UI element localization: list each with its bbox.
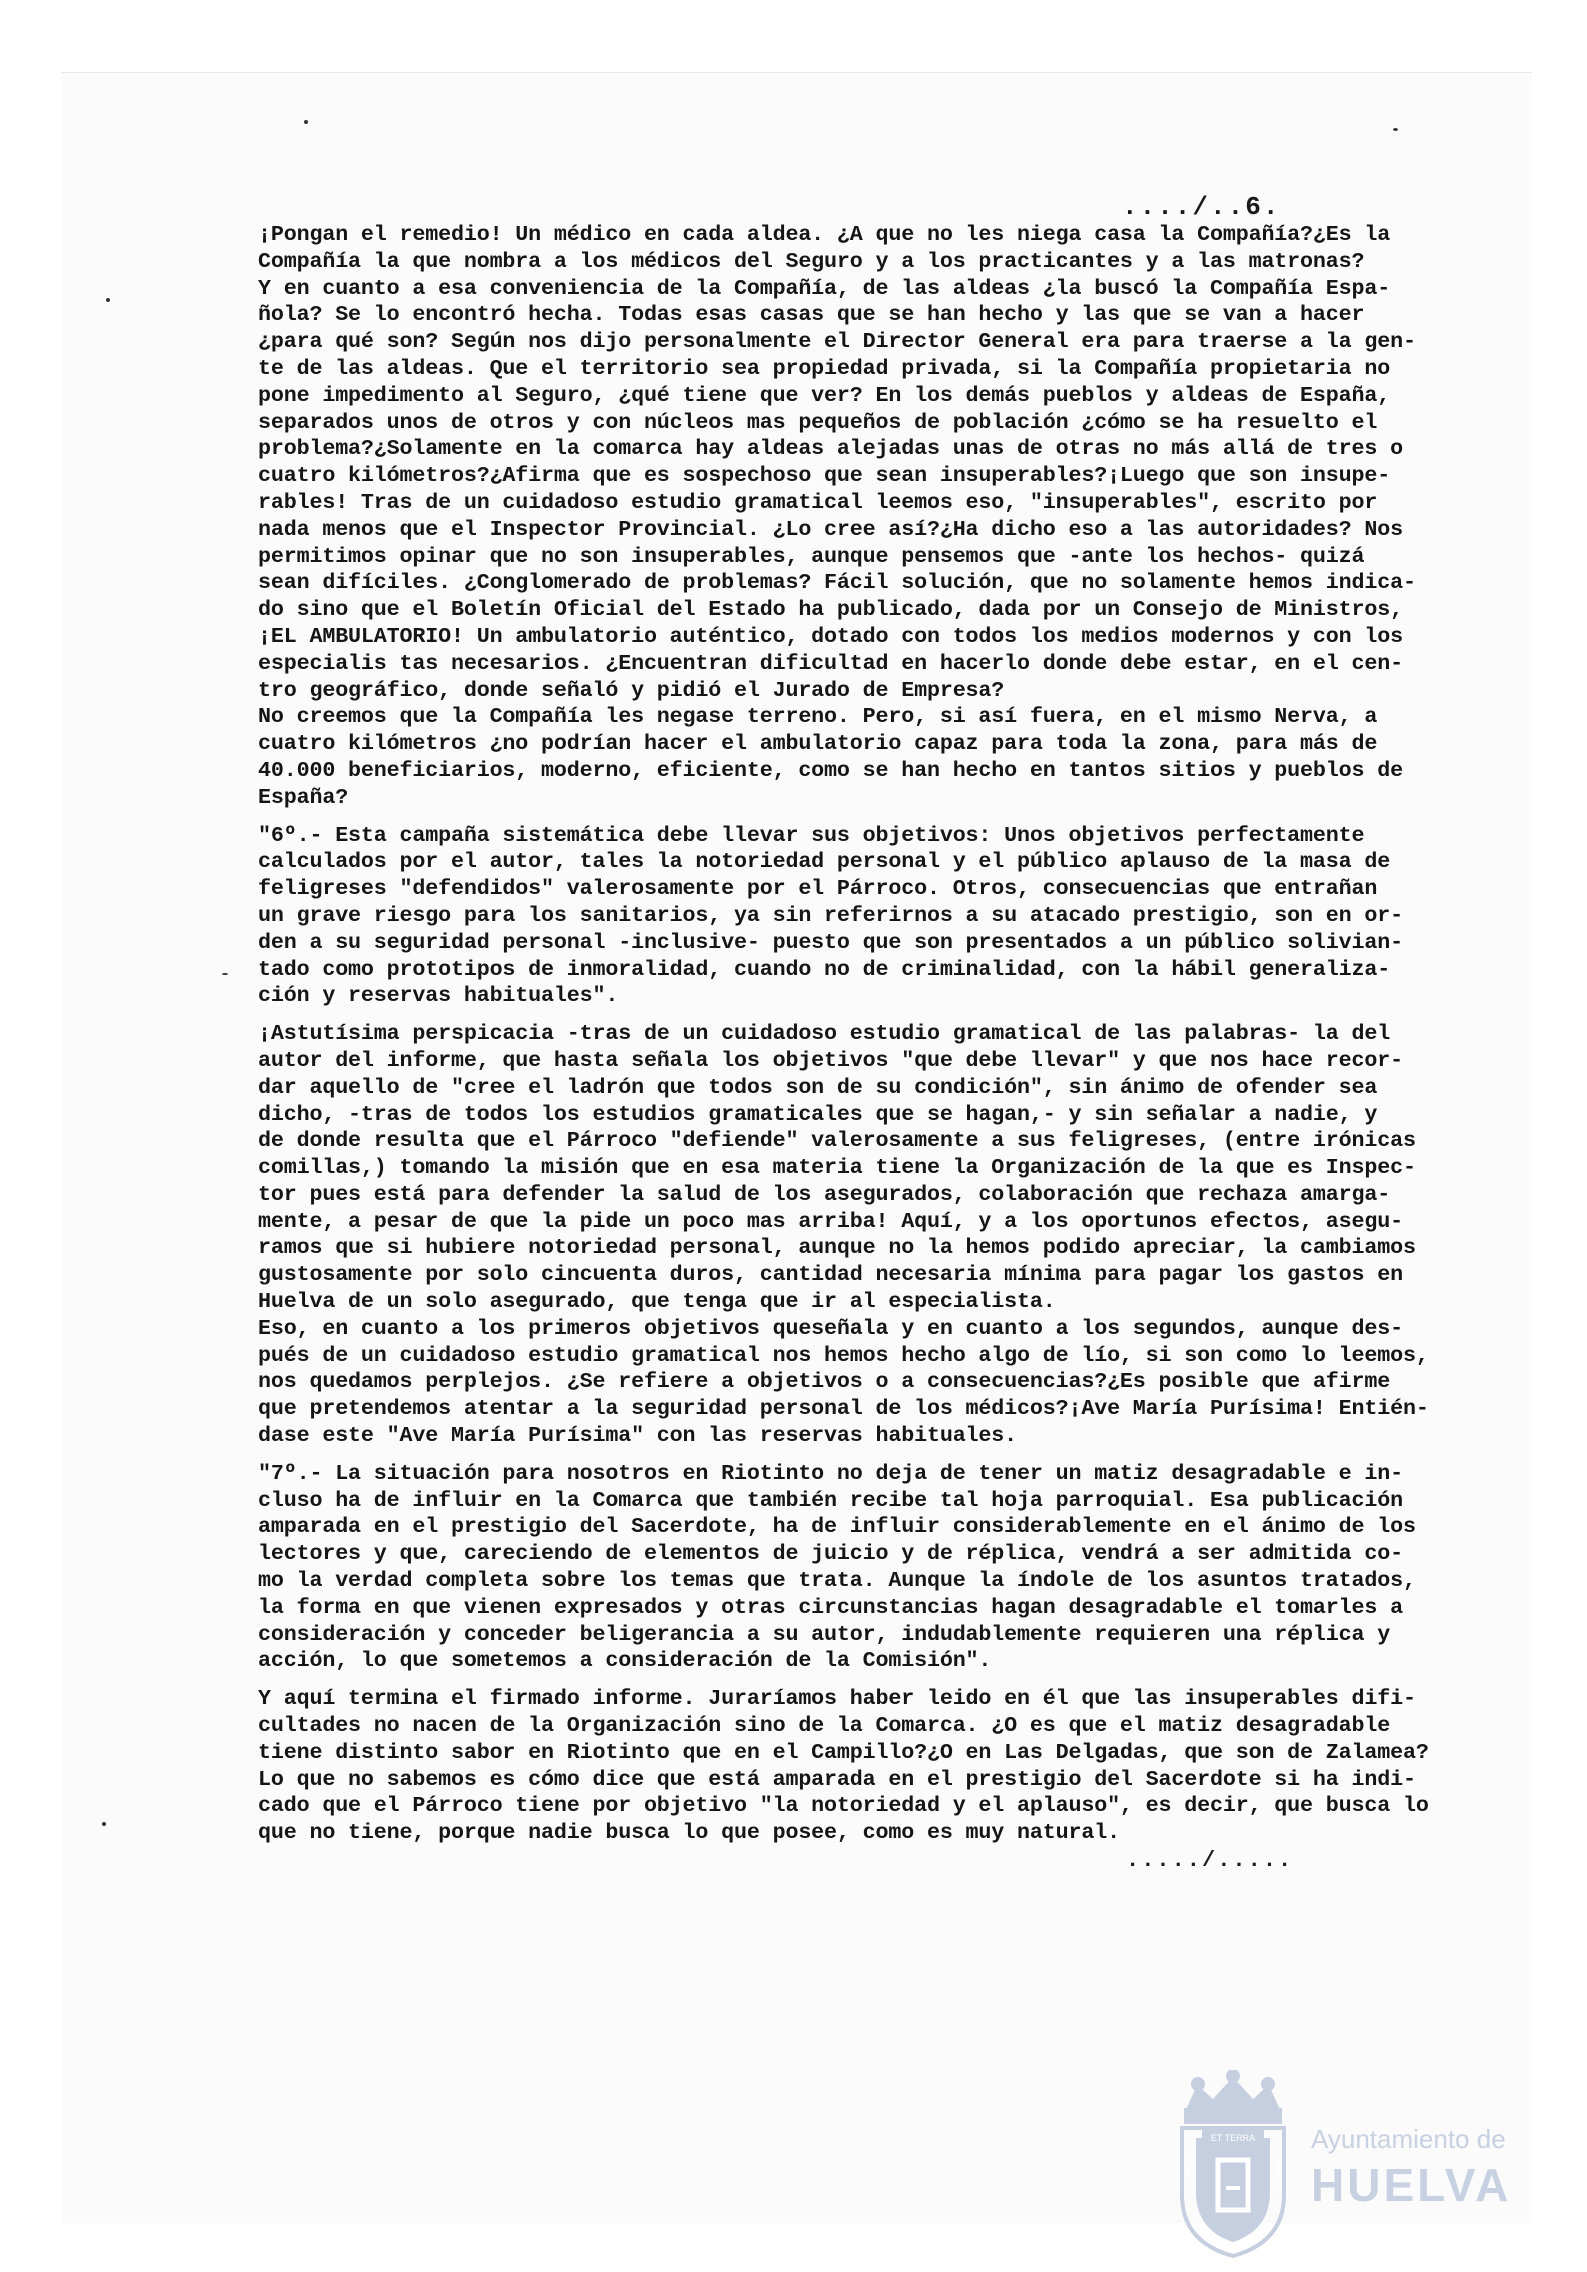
- paragraph: [258, 1461, 1438, 1675]
- shield-side-right: HUELVA: [1275, 2160, 1282, 2187]
- paragraph-gap: [258, 1010, 1438, 1021]
- text-line: comillas,) tomando la misión que en esa materia tiene la Organización de la que es Inspec-: [258, 1155, 1416, 1181]
- text-line: Y aquí termina el firmado informe. Juraríamos haber leido en él que las insuperables difi-: [258, 1686, 1416, 1712]
- text-line: ¡Pongan el remedio! Un médico en cada aldea. ¿A que no les niega casa la Compañía?¿Es la: [258, 222, 1391, 247]
- text-line: que pretendemos atentar a la seguridad personal de los médicos?¡Ave María Purísima! Entién-: [258, 1396, 1429, 1422]
- text-line: dicho, -tras de todos los estudios gramaticales que se hagan,- y sin señalar a nadie, y: [258, 1101, 1378, 1127]
- continuation-marker: ...../.....: [1126, 1848, 1294, 1873]
- watermark-line-2: HUELVA: [1311, 2159, 1512, 2211]
- text-line: ñola? Se lo encontró hecha. Todas esas casas que se han hecho y las que se van a hacer: [258, 302, 1365, 328]
- paragraph: [258, 222, 1438, 812]
- text-line: rables! Tras de un cuidadoso estudio gramatical leemos eso, "insuperables", escrito por: [258, 489, 1378, 515]
- text-line: pués de un cuidadoso estudio gramatical nos hemos hecho algo de lío, si son como lo leemos,: [258, 1342, 1429, 1368]
- text-line: den a su seguridad personal -inclusive- puesto que son presentados a un público solivian-: [258, 929, 1403, 955]
- text-line: Huelva de un solo asegurado, que tenga que ir al especialista.: [258, 1289, 1056, 1315]
- text-line: gustosamente por solo cincuenta duros, cantidad necesaria mínima para pagar los gastos en: [258, 1262, 1403, 1288]
- scan-speck: [1393, 128, 1398, 131]
- text-line: tor pues está para defender la salud de los asegurados, colaboración que rechaza amarga-: [258, 1181, 1391, 1207]
- text-line: Eso, en cuanto a los primeros objetivos queseñala y en cuanto a los segundos, aunque des-: [258, 1315, 1403, 1341]
- paragraph: [258, 1686, 1438, 1847]
- shield-ribbon: ET TERRA: [1210, 2133, 1256, 2143]
- document-body: [258, 222, 1438, 1847]
- text-line: problema?¿Solamente en la comarca hay aldeas alejadas unas de otras no más allá de tres o: [258, 436, 1403, 462]
- text-line: cluso ha de influir en la Comarca que también recibe tal hoja parroquial. Esa publicación: [258, 1487, 1403, 1513]
- text-line: ción y reservas habituales".: [258, 983, 619, 1009]
- text-line: do sino que el Boletín Oficial del Estado ha publicado, dada por un Consejo de Ministros,: [258, 597, 1403, 623]
- text-line: ¿para qué son? Según nos dijo personalmente el Director General era para traerse a la gen-: [258, 329, 1416, 355]
- text-line: lectores y que, careciendo de elementos de juicio y de réplica, vendrá a ser admitida co-: [258, 1541, 1403, 1567]
- watermark-line-1: Ayuntamiento de: [1311, 2124, 1506, 2154]
- text-line: mo la verdad completa sobre los temas que trata. Aunque la índole de los asuntos tratados,: [258, 1568, 1416, 1594]
- text-line: un grave riesgo para los sanitarios, ya sin referirnos a su atacado prestigio, son en or-: [258, 902, 1403, 928]
- text-line: la forma en que vienen expresados y otras circunstancias hagan desagradable el tomarles a: [258, 1594, 1403, 1620]
- paragraph-gap: [258, 1450, 1438, 1461]
- text-line: cultades no nacen de la Organización sino de la Comarca. ¿O es que el matiz desagradable: [258, 1713, 1391, 1739]
- text-line: No creemos que la Compañía les negase terreno. Pero, si así fuera, en el mismo Nerva, a: [258, 704, 1378, 730]
- text-line: pone impedimento al Seguro, ¿qué tiene que ver? En los demás pueblos y aldeas de España,: [258, 382, 1391, 408]
- text-line: de donde resulta que el Párroco "defiende" valerosamente a sus feligreses, (entre irónicas: [258, 1128, 1416, 1154]
- text-line: amparada en el prestigio del Sacerdote, ha de influir considerablemente en el ánimo de los: [258, 1514, 1416, 1540]
- text-line: Y en cuanto a esa conveniencia de la Compañía, de las aldeas ¿la buscó la Compañía Espa-: [258, 275, 1391, 301]
- text-line: España?: [258, 784, 349, 810]
- text-line: nada menos que el Inspector Provincial. ¿Lo cree así?¿Ha dicho eso a las autoridades? Nos: [258, 516, 1403, 542]
- text-line: ramos que si hubiere notoriedad personal, aunque no la hemos podido apreciar, la cambiamos: [258, 1235, 1416, 1261]
- text-line: "6º.- Esta campaña sistemática debe llevar sus objetivos: Unos objetivos perfectamente: [258, 822, 1365, 848]
- paragraph: [258, 1021, 1438, 1450]
- text-line: feligreses "defendidos" valerosamente por el Párroco. Otros, consecuencias que entrañan: [258, 876, 1378, 902]
- text-line: consideración y conceder beligerancia a su autor, indudablemente requieren una réplica y: [258, 1621, 1391, 1647]
- text-line: Compañía la que nombra a los médicos del Seguro y a los practicantes y a las matronas?: [258, 248, 1365, 274]
- page-number: ..../..6.: [1122, 192, 1281, 222]
- text-line: calculados por el autor, tales la notoriedad personal y el público aplauso de la masa de: [258, 849, 1391, 875]
- text-line: dar aquello de "cree el ladrón que todos son de su condición", sin ánimo de ofender sea: [258, 1074, 1378, 1100]
- text-line: mente, a pesar de que la pide un poco mas arriba! Aquí, y a los oportunos efectos, asegu-: [258, 1208, 1403, 1234]
- text-line: ¡Astutísima perspicacia -tras de un cuidadoso estudio gramatical de las palabras- la del: [258, 1021, 1391, 1047]
- text-line: cado que el Párroco tiene por objetivo "la notoriedad y el aplauso", es decir, que busca lo: [258, 1793, 1429, 1819]
- text-line: acción, lo que sometemos a consideración de la Comisión".: [258, 1648, 992, 1674]
- watermark-logo: [1168, 2070, 1528, 2260]
- scan-speck: [222, 973, 228, 975]
- text-line: tro geográfico, donde señaló y pidió el Jurado de Empresa?: [258, 677, 1005, 703]
- text-line: 40.000 beneficiarios, moderno, eficiente, como se han hecho en tantos sitios y pueblos de: [258, 757, 1403, 783]
- text-line: autor del informe, que hasta señala los objetivos "que debe llevar" y que nos hace recor-: [258, 1047, 1403, 1073]
- text-line: cuatro kilómetros ¿no podrían hacer el ambulatorio capaz para toda la zona, para más de: [258, 731, 1378, 757]
- scan-speck: [106, 298, 110, 302]
- text-line: te de las aldeas. Que el territorio sea propiedad privada, si la Compañía propietaria no: [258, 355, 1391, 381]
- scan-speck: [304, 120, 308, 124]
- text-line: ¡EL AMBULATORIO! Un ambulatorio auténtico, dotado con todos los medios modernos y con los: [258, 623, 1403, 649]
- text-line: tiene distinto sabor en Riotinto que en el Campillo?¿O en Las Delgadas, que son de Zalamea?: [258, 1739, 1429, 1765]
- paragraph-gap: [258, 812, 1438, 823]
- text-line: sean difíciles. ¿Conglomerado de problemas? Fácil solución, que no solamente hemos indica-: [258, 570, 1416, 596]
- scan-speck: [102, 1822, 106, 1826]
- text-line: permitimos opinar que no son insuperables, aunque pensemos que -ante los hechos- quizá: [258, 543, 1365, 569]
- text-line: especialis tas necesarios. ¿Encuentran dificultad en hacerlo donde debe estar, en el cen-: [258, 650, 1403, 676]
- text-line: separados unos de otros y con núcleos mas pequeños de población ¿cómo se ha resuelto el: [258, 409, 1378, 435]
- text-line: nos quedamos perplejos. ¿Se refiere a objetivos o a consecuencias?¿Es posible que afirme: [258, 1369, 1391, 1395]
- text-line: Lo que no sabemos es cómo dice que está amparada en el prestigio del Sacerdote si ha indi-: [258, 1766, 1416, 1792]
- coat-of-arms-icon: [1168, 2070, 1298, 2260]
- text-line: "7º.- La situación para nosotros en Riotinto no deja de tener un matiz desagradable e in-: [258, 1460, 1403, 1486]
- text-line: tado como prototipos de inmoralidad, cuando no de criminalidad, con la hábil generaliza-: [258, 956, 1391, 982]
- paragraph: [258, 823, 1438, 1011]
- text-line: cuatro kilómetros?¿Afirma que es sospechoso que sean insuperables?¡Luego que son insupe-: [258, 463, 1391, 489]
- text-line: que no tiene, porque nadie busca lo que posee, como es muy natural.: [258, 1820, 1120, 1846]
- paragraph-gap: [258, 1675, 1438, 1686]
- shield-side-left: MARIS: [1185, 2157, 1192, 2180]
- text-line: dase este "Ave María Purísima" con las reservas habituales.: [258, 1423, 1018, 1449]
